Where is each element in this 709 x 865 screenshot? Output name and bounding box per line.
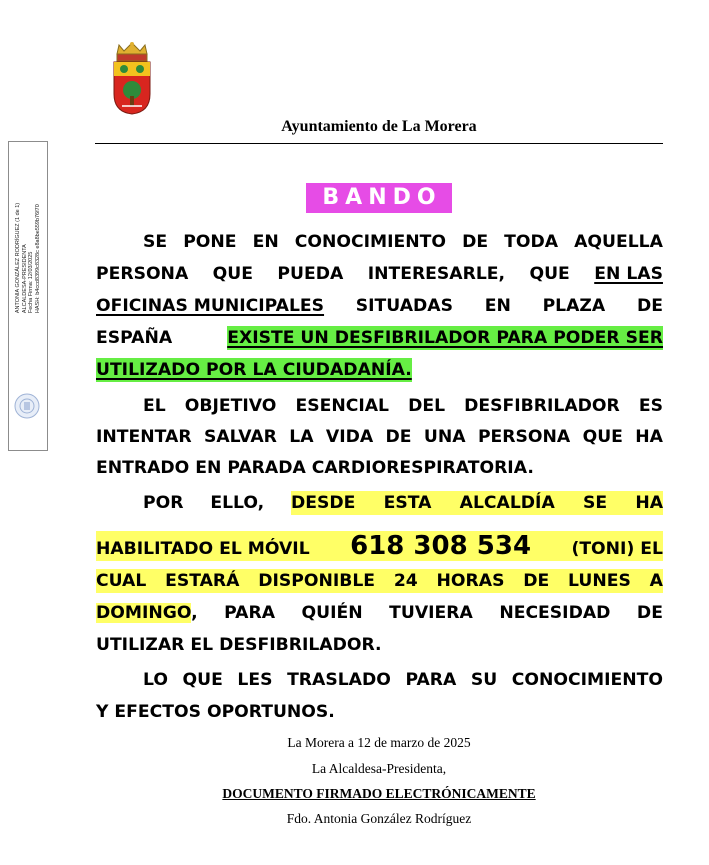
text-line	[96, 569, 663, 593]
text-line	[143, 230, 663, 254]
underlined-text: EN LAS	[594, 264, 663, 284]
text-word: HA	[635, 493, 663, 513]
text-word: ESENCIAL	[295, 396, 389, 416]
signature-line-3: Fecha Firma: 12/03/2025	[28, 251, 34, 314]
text-line	[96, 326, 663, 350]
underlined-text: OFICINAS MUNICIPALES	[96, 296, 325, 316]
text-word: UTILIZAR EL DESFIBRILADOR.	[96, 635, 382, 655]
place-date: La Morera a 12 de marzo de 2025	[287, 735, 471, 750]
signatory-role: La Alcaldesa-Presidenta,	[311, 761, 447, 776]
text-word: POR	[143, 493, 184, 513]
text-word: PARA	[224, 603, 276, 623]
text-word: SE	[143, 232, 168, 252]
text-line	[96, 700, 663, 724]
seal-icon	[13, 392, 41, 420]
signature-text	[15, 203, 41, 313]
text-line	[96, 425, 663, 449]
text-line	[96, 294, 663, 318]
text-word	[96, 601, 198, 625]
highlighted-text	[291, 491, 663, 515]
text-word: UNA	[423, 427, 466, 447]
text-word: CONOCIMIENTO	[294, 232, 446, 252]
text-word: TUVIERA	[389, 603, 473, 623]
text-line	[96, 262, 663, 286]
text-word: Y EFECTOS OPORTUNOS.	[96, 702, 335, 722]
text-word: HA	[635, 427, 663, 447]
signatory-name: Fdo. Antonia González Rodríguez	[286, 811, 472, 826]
text-word: A	[649, 571, 663, 591]
text-word: QUIÉN	[301, 603, 363, 623]
text-word: VIDA	[325, 427, 374, 447]
text-word: ES	[638, 396, 663, 416]
text-word: DE	[523, 571, 550, 591]
text-word: LES	[237, 670, 273, 690]
text-word: DISPONIBLE	[258, 571, 376, 591]
text-word: SE	[582, 493, 608, 513]
text-word: ESPAÑA	[96, 328, 173, 348]
text-word: ALCALDÍA	[459, 493, 555, 513]
text-line	[96, 601, 663, 625]
text-word: QUE	[582, 427, 623, 447]
coat-of-arms-logo	[110, 42, 154, 116]
text-word: INTERESARLE,	[367, 264, 506, 284]
text-word: PONE	[183, 232, 237, 252]
highlighted-text: EXISTE UN DESFIBRILADOR PARA PODER SER	[227, 328, 663, 348]
text-word: DESDE	[291, 493, 356, 513]
text-word: HORAS	[436, 571, 505, 591]
text-word: EN	[484, 296, 511, 316]
text-word: PERSONA	[477, 427, 571, 447]
highlighted-text: DOMINGO	[96, 603, 192, 623]
text-line	[96, 456, 663, 480]
text-line	[143, 491, 663, 515]
text-word: ESTARÁ	[165, 571, 240, 591]
signature-line-1: ANTONIA GONZÁLEZ RODRÍGUEZ (1 de 1)	[15, 202, 21, 314]
organization-name: Ayuntamiento de La Morera	[281, 118, 477, 135]
signature-line-4: HASH: b4ccd8399c8328c e8a8be559b76f70	[34, 204, 41, 314]
text-word: SU	[470, 670, 498, 690]
text-line	[96, 358, 663, 382]
comma: ,	[191, 603, 198, 623]
text-word: PUEDA	[277, 264, 344, 284]
text-word: OBJETIVO	[184, 396, 277, 416]
signature-line-2: ALCALDESA-PRESIDENTA	[21, 244, 28, 314]
text-word: ELLO,	[210, 493, 265, 513]
text-word: NECESIDAD	[499, 603, 611, 623]
text-word: TODA	[504, 232, 559, 252]
text-word: PLAZA	[542, 296, 606, 316]
text-word: LO	[143, 670, 168, 690]
text-word: DEL	[408, 396, 446, 416]
text-word: ESTA	[383, 493, 432, 513]
text-word: (TONI) EL	[571, 539, 663, 559]
header-divider	[95, 143, 663, 144]
text-word: LA	[289, 427, 314, 447]
text-word: ENTRADO EN PARADA CARDIORESPIRATORIA.	[96, 458, 534, 478]
text-word: QUE	[212, 264, 253, 284]
text-word: CUAL	[96, 571, 147, 591]
text-line	[143, 394, 663, 418]
text-word: EL	[143, 396, 166, 416]
text-word: EN	[252, 232, 279, 252]
text-word: 24	[393, 571, 418, 591]
electronic-signature-strip	[8, 141, 48, 451]
text-word: PERSONA	[96, 264, 189, 284]
text-word: DESFIBRILADOR	[464, 396, 620, 416]
text-word: HABILITADO EL MÓVIL	[96, 539, 310, 559]
highlighted-text: UTILIZADO POR LA CIUDADANÍA.	[96, 360, 412, 380]
text-word: SALVAR	[203, 427, 277, 447]
text-word: DE	[636, 603, 663, 623]
text-word: QUE	[529, 264, 570, 284]
text-word: DE	[385, 427, 412, 447]
text-word: CONOCIMIENTO	[511, 670, 663, 690]
text-word: AQUELLA	[574, 232, 663, 252]
document-title: BANDO	[306, 183, 452, 213]
text-line	[96, 633, 663, 657]
text-word: DE	[636, 296, 663, 316]
phone-number: 618 308 534	[350, 531, 532, 561]
electronic-signature-note: DOCUMENTO FIRMADO ELECTRÓNICAMENTE	[222, 786, 536, 801]
text-word: DE	[462, 232, 489, 252]
text-word: LUNES	[568, 571, 631, 591]
text-line	[96, 531, 663, 561]
text-word: PARA	[405, 670, 457, 690]
text-word: SITUADAS	[355, 296, 453, 316]
text-word: TRASLADO	[287, 670, 391, 690]
text-line	[143, 668, 663, 692]
text-word: INTENTAR	[96, 427, 192, 447]
text-word: QUE	[182, 670, 223, 690]
